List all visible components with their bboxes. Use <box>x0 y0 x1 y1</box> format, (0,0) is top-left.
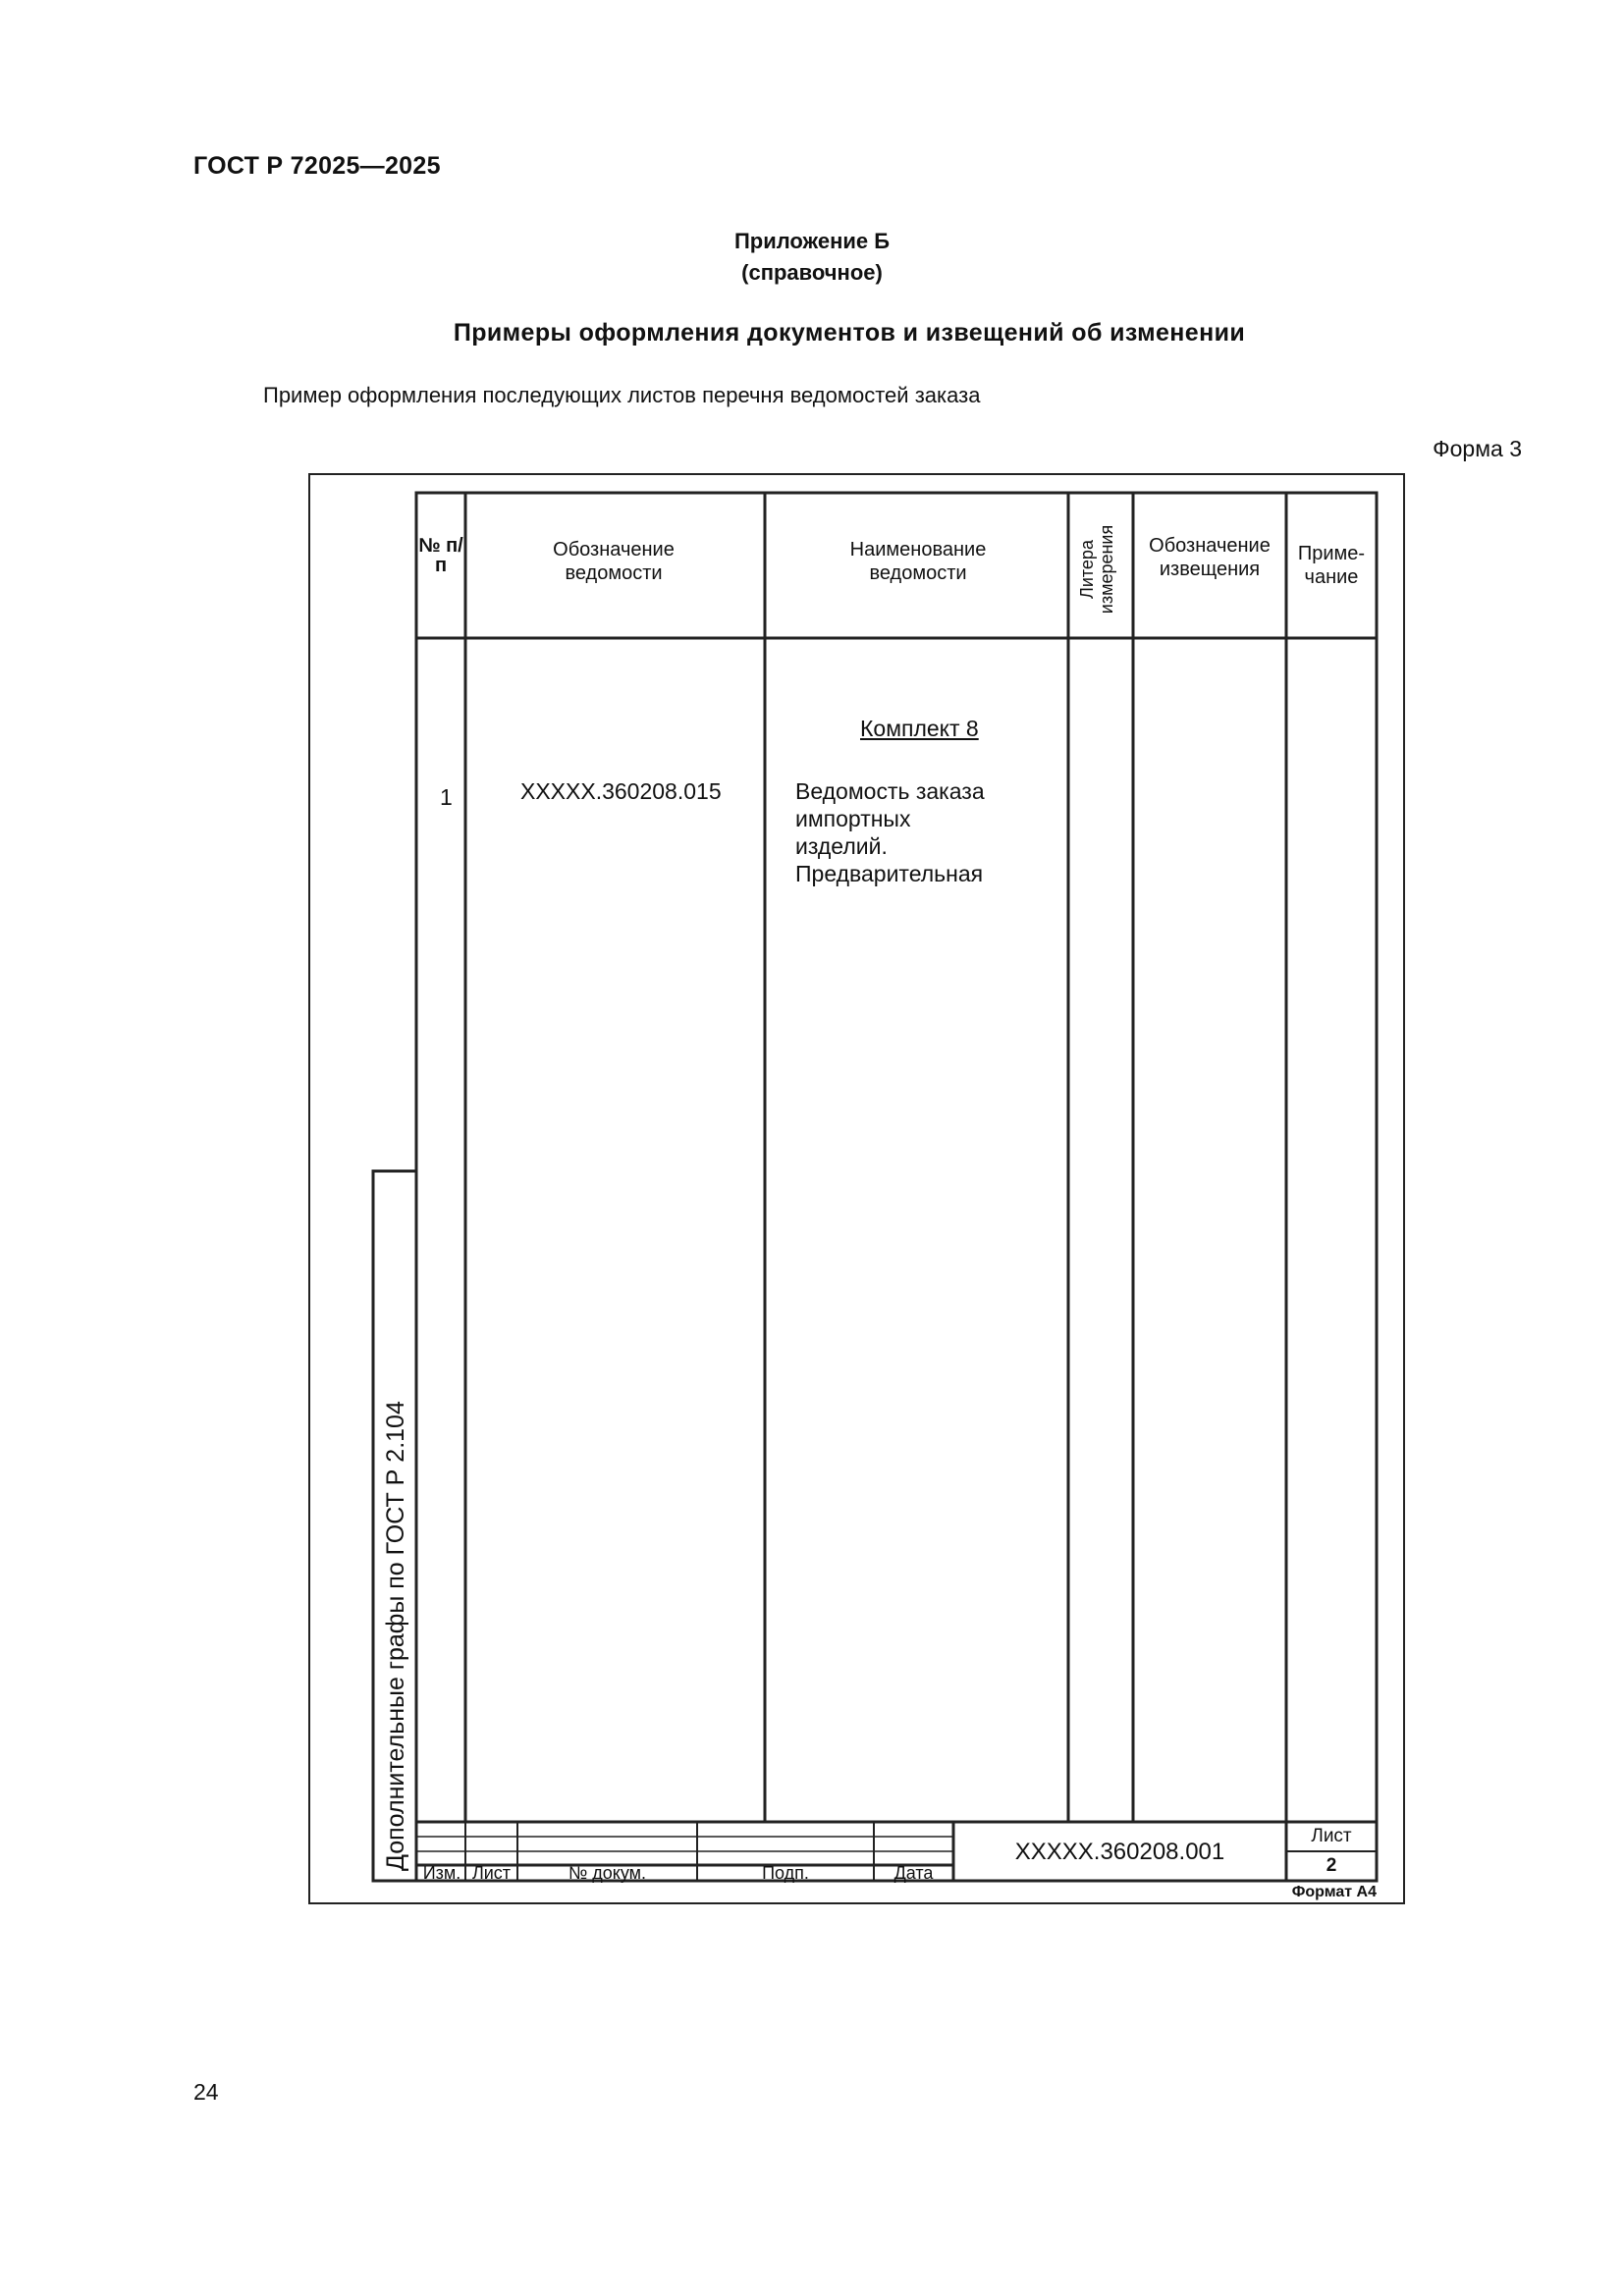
row-name <box>795 777 985 887</box>
header-num: № п/п <box>418 535 463 576</box>
row-name-line: Ведомость заказа <box>795 778 985 804</box>
form-label: Форма 3 <box>1433 436 1522 461</box>
row-designation: ХХХХХ.360208.015 <box>520 778 722 804</box>
title-designation: ХХХХХ.360208.001 <box>1014 1839 1225 1865</box>
title-date: Дата <box>893 1863 934 1883</box>
header-litera: Литера измерения <box>1077 524 1116 614</box>
group-title: Комплект 8 <box>860 716 979 741</box>
title-izm: Изм. <box>422 1863 461 1883</box>
row-name-line: Предварительная <box>795 861 984 886</box>
title-list: Лист <box>471 1863 512 1883</box>
appendix-type: (справочное) <box>741 260 883 285</box>
header-designation: Обозначение ведомости <box>553 539 675 584</box>
page-number: 24 <box>193 2079 219 2105</box>
appendix-label: Приложение Б <box>733 229 891 253</box>
title-doc-no: № докум. <box>568 1863 647 1883</box>
row-name-line: импортных <box>795 806 911 831</box>
document-code: ГОСТ Р 72025—2025 <box>193 152 441 180</box>
header-name: Наименование ведомости <box>849 539 987 584</box>
title-sheet-number: 2 <box>1326 1855 1337 1876</box>
header-note: Приме-чание <box>1297 543 1366 588</box>
row-num: 1 <box>440 784 453 810</box>
header-notice: Обозначение извещения <box>1149 535 1271 580</box>
title-sign: Подп. <box>762 1863 809 1883</box>
row-name-line: изделий. <box>795 833 888 859</box>
format-label: Формат А4 <box>1291 1884 1377 1900</box>
side-label: Дополнительные графы по ГОСТ Р 2.104 <box>382 1401 409 1871</box>
title-sheet-label: Лист <box>1311 1826 1352 1846</box>
lead-text: Пример оформления последующих листов перечня ведомостей заказа <box>263 383 981 407</box>
appendix-title: Примеры оформления документов и извещений об изменении <box>453 319 1246 347</box>
